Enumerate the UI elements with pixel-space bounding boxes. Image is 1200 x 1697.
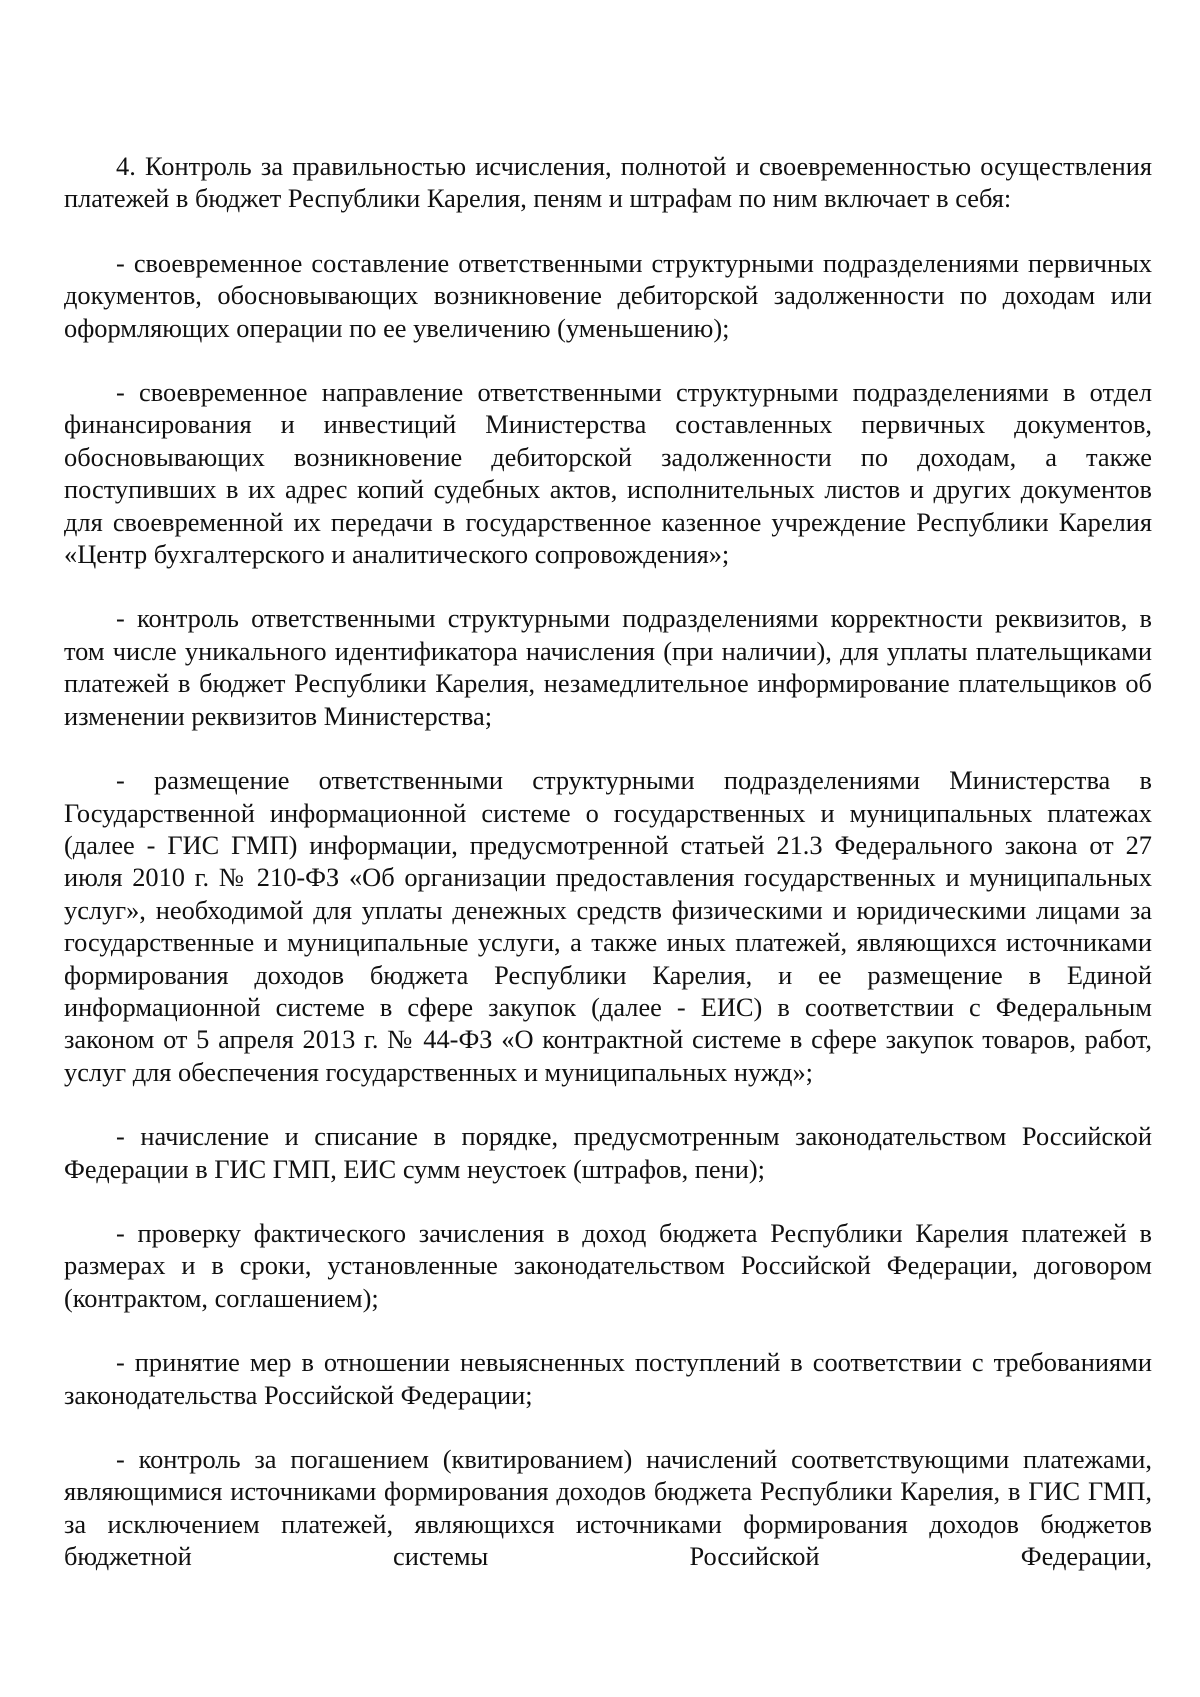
paragraph-requisites-control: - контроль ответственными структурными подразделениями корректности реквизитов, в том числе уникального идентификатора начисления (при наличии), для уплаты плательщиками платежей в бюджет Республики Карелия, незамедлительное информирование плательщиков об изменении реквизитов Министерства; [64,603,1152,731]
paragraph-payment-verification: - проверку фактического зачисления в доход бюджета Республики Карелия платежей в размерах и в сроки, установленные законодательством Российской Федерации, договором (контрактом, соглашением); [64,1217,1152,1313]
paragraph-primary-documents: - своевременное составление ответственными структурными подразделениями первичных документов, обосновывающих возникновение дебиторской задолженности по доходам или оформляющих операции по ее увеличению (уменьшению); [64,247,1152,343]
paragraph-accrual-matching: - контроль за погашением (квитированием) начислений соответствующими платежами, являющимися источниками формирования доходов бюджета Республики Карелия, в ГИС ГМП, за исключением платежей, являющихся источниками формирования доходов бюджетов бюджетной системы Российской Федерации, [64,1444,1152,1572]
paragraph-item-4-intro: 4. Контроль за правильностью исчисления, полнотой и своевременностью осуществления платежей в бюджет Республики Карелия, пеням и штрафам по ним включает в себя: [64,151,1152,214]
paragraph-documents-transfer: - своевременное направление ответственными структурными подразделениями в отдел финансирования и инвестиций Министерства составленных первичных документов, обосновывающих возникновение дебиторской задолженности по доходам, а также поступивших в их адрес копий судебных актов, исполнительных листов и других документов для своевременной их передачи в государственное казенное учреждение Республики Карелия «Центр бухгалтерского и аналитического сопровождения»; [64,377,1152,570]
document-body [64,150,1152,1573]
paragraph-unclarified-receipts: - принятие мер в отношении невыясненных поступлений в соответствии с требованиями законодательства Российской Федерации; [64,1347,1152,1410]
paragraph-penalties-accrual: - начисление и списание в порядке, предусмотренным законодательством Российской Федерации в ГИС ГМП, ЕИС сумм неустоек (штрафов, пени); [64,1121,1152,1184]
paragraph-gis-gmp-placement: - размещение ответственными структурными подразделениями Министерства в Государственной информационной системе о государственных и муниципальных платежах (далее - ГИС ГМП) информации, предусмотренной статьей 21.3 Федерального закона от 27 июля 2010 г. № 210-ФЗ «Об организации предоставления государственных и муниципальных услуг», необходимой для уплаты денежных средств физическими и юридическими лицами за государственные и муниципальные услуги, а также иных платежей, являющихся источниками формирования доходов бюджета Республики Карелия, и ее размещение в Единой информационной системе в сфере закупок (далее - ЕИС) в соответствии с Федеральным законом от 5 апреля 2013 г. № 44-ФЗ «О контрактной системе в сфере закупок товаров, работ, услуг для обеспечения государственных и муниципальных нужд»; [64,765,1152,1087]
